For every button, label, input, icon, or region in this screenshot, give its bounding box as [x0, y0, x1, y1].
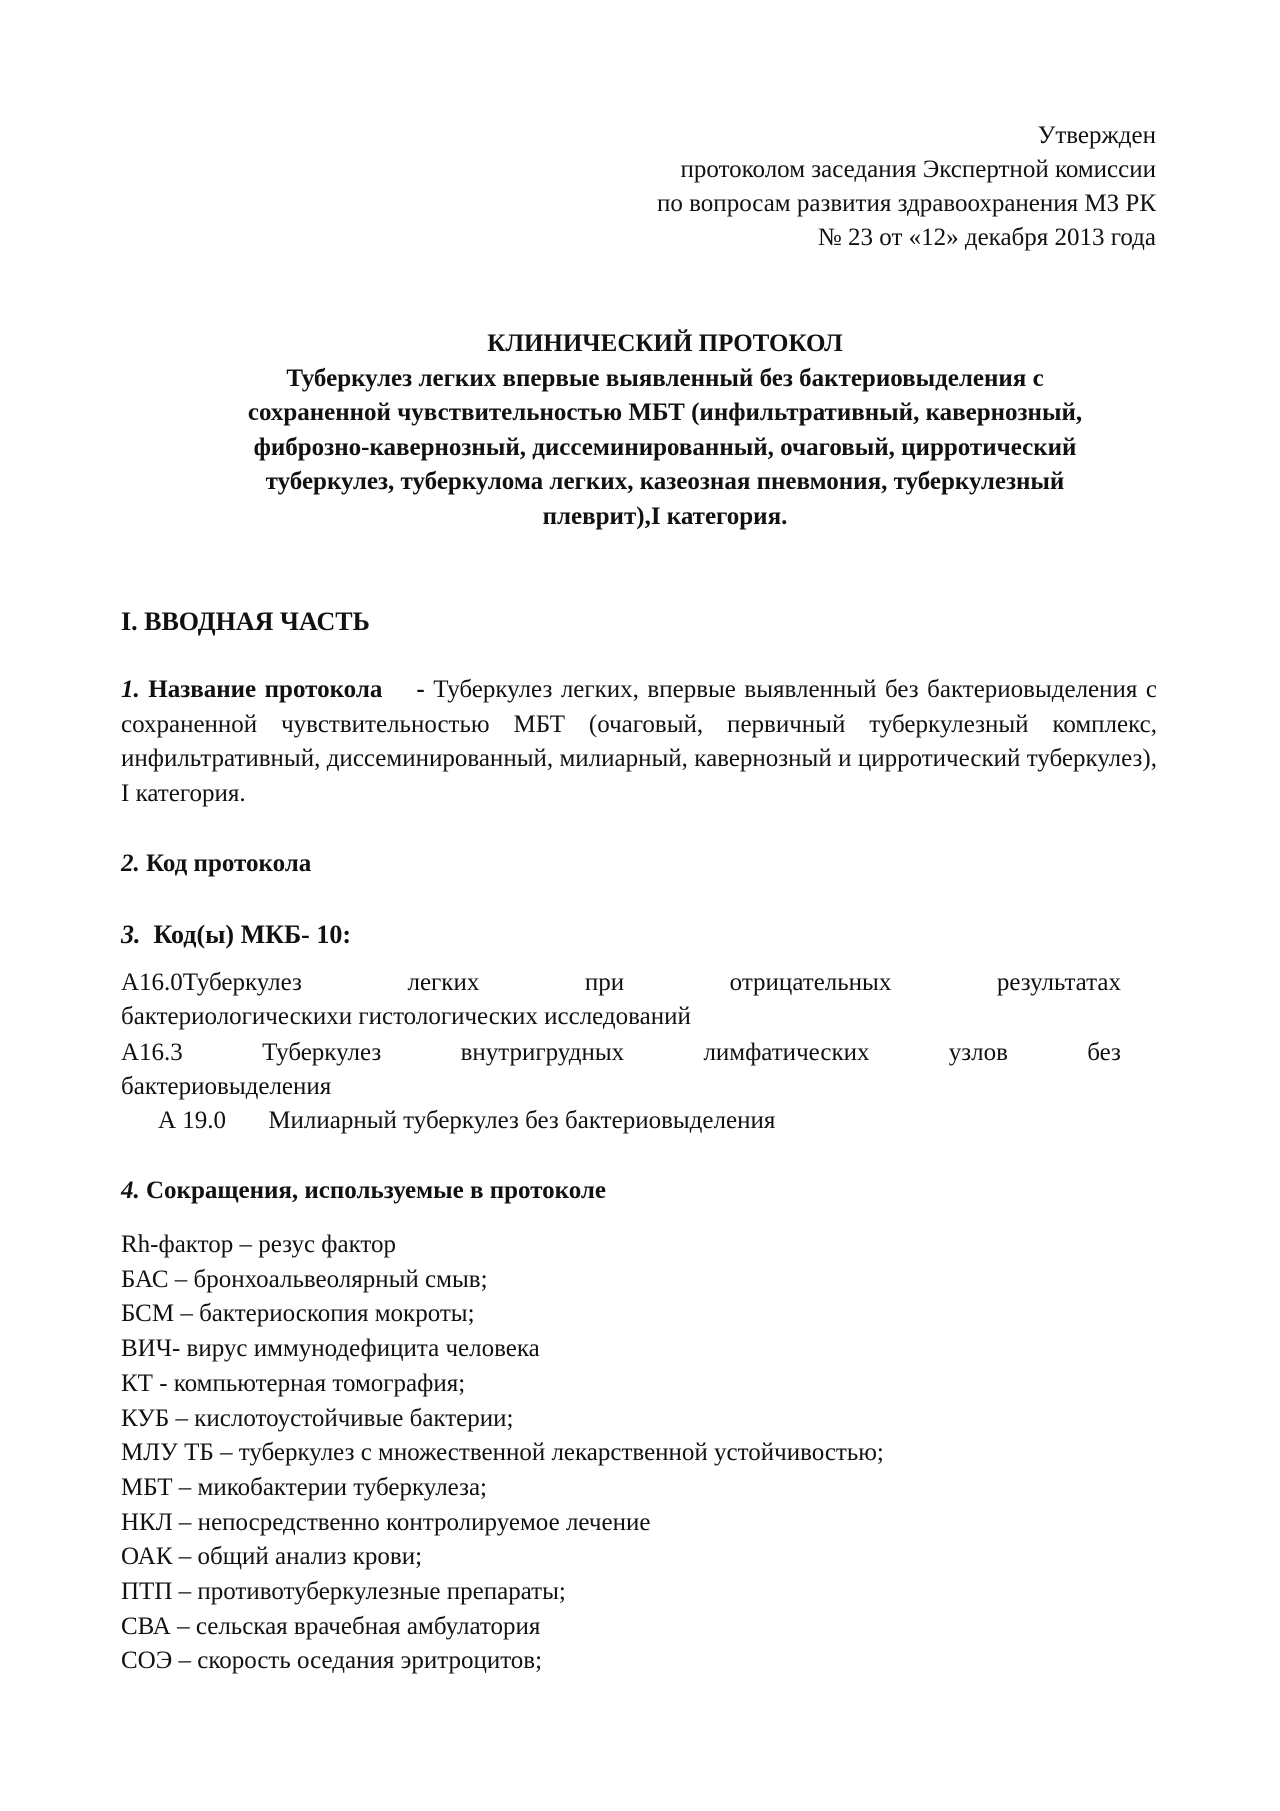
approval-block: [657, 119, 1156, 255]
document-title: [140, 327, 1190, 534]
approval-line-2: протоколом заседания Экспертной комиссии: [680, 156, 1156, 183]
icd-word: без: [1087, 1039, 1121, 1066]
abbreviation-item: ВИЧ- вирус иммунодефицита человека: [121, 1335, 540, 1363]
abbreviation-item: ПТП – противотуберкулезные препараты;: [121, 1578, 566, 1606]
icd-code-a19-0: [158, 1107, 775, 1135]
item-label: Сокращения, используемые в протоколе: [146, 1177, 607, 1204]
icd-word: А16.3: [121, 1039, 183, 1066]
abbreviation-item: НКЛ – непосредственно контролируемое лечение: [121, 1508, 651, 1536]
abbreviations-heading: [121, 1177, 606, 1205]
approval-line-1: Утвержден: [1037, 122, 1156, 149]
item-label: Название протокола: [148, 676, 383, 703]
section-heading: I. ВВОДНАЯ ЧАСТЬ: [121, 607, 370, 636]
icd-word: при: [584, 969, 625, 996]
icd-heading: [121, 920, 351, 950]
abbreviation-item: СВА – сельская врачебная амбулатория: [121, 1612, 541, 1640]
item-number: 1.: [121, 676, 140, 703]
approval-line-4: № 23 от «12» декабря 2013 года: [817, 224, 1156, 251]
abbreviation-item: ОАК – общий анализ крови;: [121, 1543, 423, 1571]
icd-word: легких: [407, 969, 480, 996]
icd-word: отрицательных: [729, 969, 892, 996]
abbreviations-list: [121, 1228, 884, 1679]
item-label: Код(ы) МКБ- 10:: [153, 920, 351, 949]
icd-code-a16-3: [121, 1036, 1121, 1104]
protocol-name-paragraph: [121, 673, 1157, 811]
icd-line: бактериовыделения: [121, 1073, 332, 1100]
icd-word: А16.0Туберкулез: [121, 969, 302, 996]
item-text: Туберкулез легких, впервые выявленный без бактериовыделения с сохраненной чувствительностью МБТ (очаговый, первичный туберкулезный комплекс, инфильтративный, диссеминированный, милиарный, кавернозный и цирротический туберкулез), I категория.: [121, 676, 1158, 807]
icd-code-a16-0: [121, 966, 1121, 1034]
title-heading: КЛИНИЧЕСКИЙ ПРОТОКОЛ: [487, 330, 843, 357]
abbreviation-item: Rh-фактор – резус фактор: [121, 1231, 397, 1258]
abbreviation-item: МБТ – микобактерии туберкулеза;: [121, 1473, 488, 1501]
icd-word: результатах: [996, 969, 1121, 996]
item-number: 4.: [121, 1177, 140, 1204]
icd-line: бактериологическихи гистологических исследований: [121, 1003, 691, 1030]
icd-word: узлов: [948, 1039, 1008, 1066]
icd-word: внутригрудных: [460, 1039, 625, 1066]
icd-line: [121, 1036, 1121, 1070]
approval-line-3: по вопросам развития здравоохранения МЗ РК: [657, 190, 1156, 217]
icd-name: Милиарный туберкулез без бактериовыделения: [268, 1107, 776, 1134]
abbreviation-item: СОЭ – скорость оседания эритроцитов;: [121, 1647, 543, 1675]
item-label: Код протокола: [146, 850, 312, 877]
icd-line: [121, 966, 1121, 1000]
abbreviation-item: БСМ – бактериоскопия мокроты;: [121, 1300, 475, 1328]
title-subtitle: Туберкулез легких впервые выявленный без бактериовыделения с сохраненной чувствительностью МБТ (инфильтративный, кавернозный, фиброзно-кавернозный, диссеминированный, очаговый, цирротический туберкулез, туберкулома легких, казеозная пневмония, туберкулезный плеврит),I категория.: [247, 364, 1083, 530]
icd-word: лимфатических: [703, 1039, 870, 1066]
abbreviation-item: МЛУ ТБ – туберкулез с множественной лекарственной устойчивостью;: [121, 1439, 884, 1467]
item-number: 2.: [121, 850, 140, 877]
item-number: 3.: [121, 920, 141, 949]
item-dash: -: [416, 676, 425, 703]
icd-word: Туберкулез: [262, 1039, 382, 1066]
abbreviation-item: КУБ – кислотоустойчивые бактерии;: [121, 1404, 514, 1432]
protocol-code-heading: [121, 850, 311, 878]
abbreviation-item: БАС – бронхоальвеолярный смыв;: [121, 1265, 488, 1293]
abbreviation-item: КТ - компьютерная томография;: [121, 1369, 466, 1397]
icd-code: А 19.0: [158, 1107, 227, 1134]
